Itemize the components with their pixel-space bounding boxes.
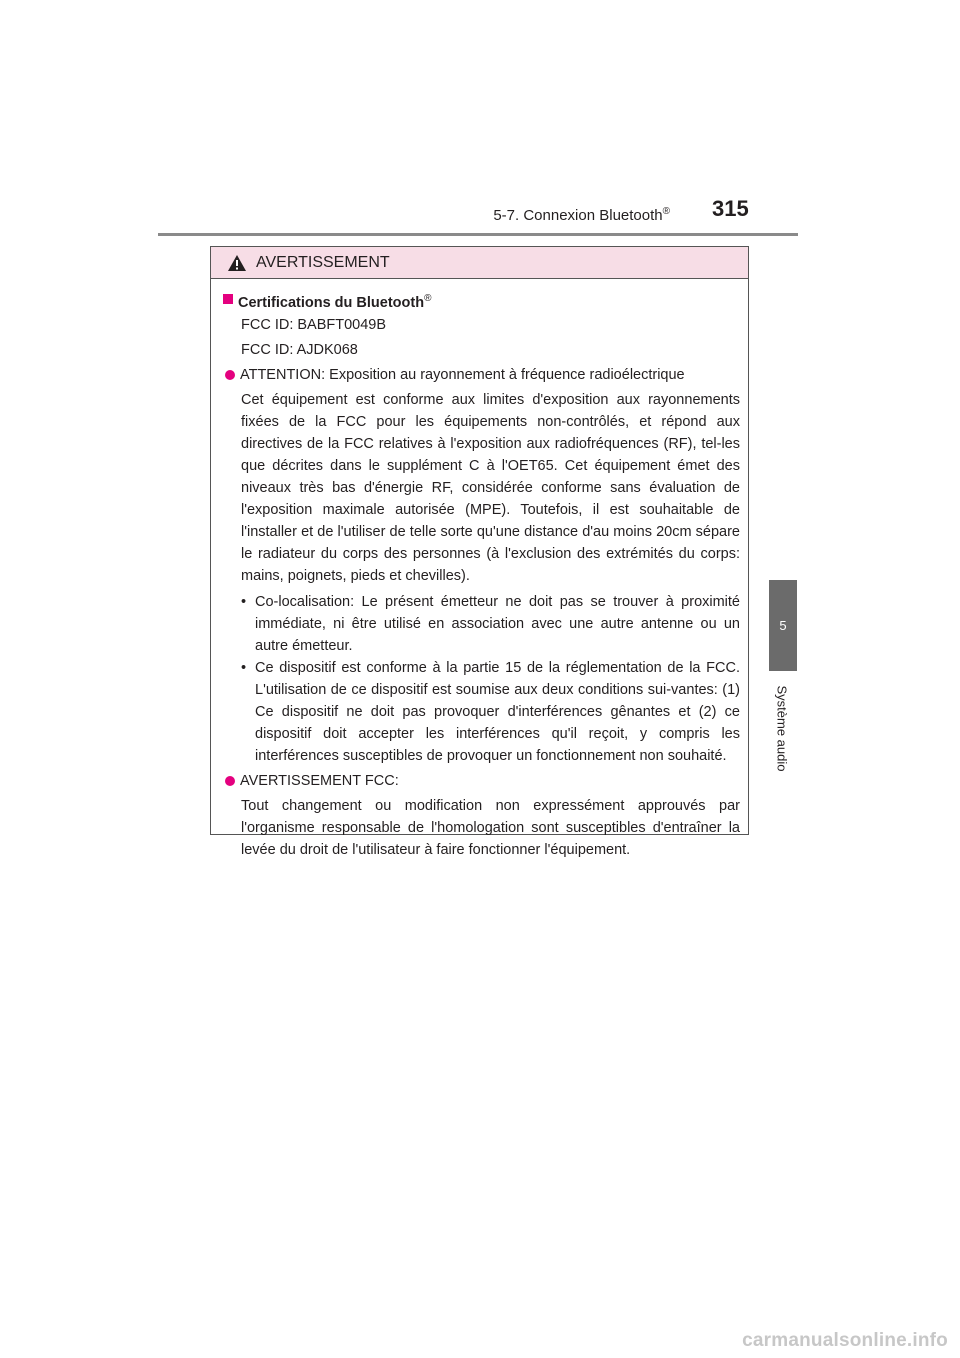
header-rule xyxy=(158,233,798,236)
warning-title: AVERTISSEMENT xyxy=(256,253,390,271)
list-item: • Ce dispositif est conforme à la partie 15 de la réglementation de la FCC. L'utilisation de ce dispositif est soumise aux deux conditions sui-vantes: (1) Ce dispositif ne doit pas provoquer d'interférences gênantes et (2) ce dispositif doit accepter les interférences qu'il reçoit, y compris les interférences susceptibles de provoquer un fonctionnement non souhaité. xyxy=(241,657,740,767)
item-heading-attention: ATTENTION: Exposition au rayonnement à fréquence radioélectrique xyxy=(223,364,740,386)
chapter-label: Système audio xyxy=(774,685,790,772)
chapter-number: 5 xyxy=(779,618,787,633)
paragraph-fcc: Tout changement ou modification non expressément approuvés par l'organisme responsable de l'homologation sont susceptibles d'entraîner la levée du droit de l'utilisateur à faire fonctionner l'équipement. xyxy=(241,797,740,858)
sub-list xyxy=(223,591,740,767)
item-heading-fcc: AVERTISSEMENT FCC: xyxy=(223,770,740,792)
square-bullet-icon xyxy=(223,294,233,304)
fcc-id-1: FCC ID: BABFT0049B xyxy=(241,316,387,333)
round-bullet-icon xyxy=(225,776,235,786)
chapter-tab[interactable] xyxy=(769,580,797,671)
warning-header xyxy=(211,247,748,279)
fcc-id-2: FCC ID: AJDK068 xyxy=(241,341,358,358)
paragraph-exposure: Cet équipement est conforme aux limites d'exposition aux rayonnements fixées de la FCC pour les équipements non-contrôlés, et répond aux directives de la FCC relatives à l'exposition aux radiofréquences (RF), tel-les que décrites dans le supplément C à l'OET65. Cet équipement émet des niveaux très bas d'énergie RF, considérée conforme sans évaluation de l'exposition maximale autorisée (MPE). Toutefois, il est souhaitable de l'installer et de l'utiliser de telle sorte qu'une distance d'au moins 20cm sépare le radiateur du corps des personnes (à l'exclusion des extrémités du corps: mains, poignets, pieds et chevilles). xyxy=(241,391,740,584)
page-number: 315 xyxy=(712,196,749,221)
bullet-mark: • xyxy=(241,593,247,610)
section-heading: Certifications du Bluetooth® xyxy=(223,288,740,314)
section-title: 5-7. Connexion Bluetooth® xyxy=(493,206,670,224)
warning-box xyxy=(210,246,749,858)
round-bullet-icon xyxy=(225,370,235,380)
warning-triangle-icon xyxy=(227,254,247,272)
list-item: • Co-localisation: Le présent émetteur ne doit pas se trouver à proximité immédiate, ni être utilisé en association avec une autre antenne ou un autre émetteur. xyxy=(241,591,740,657)
watermark: carmanualsonline.info xyxy=(742,1330,948,1351)
bullet-mark: • xyxy=(241,659,247,676)
warning-body xyxy=(211,279,748,861)
